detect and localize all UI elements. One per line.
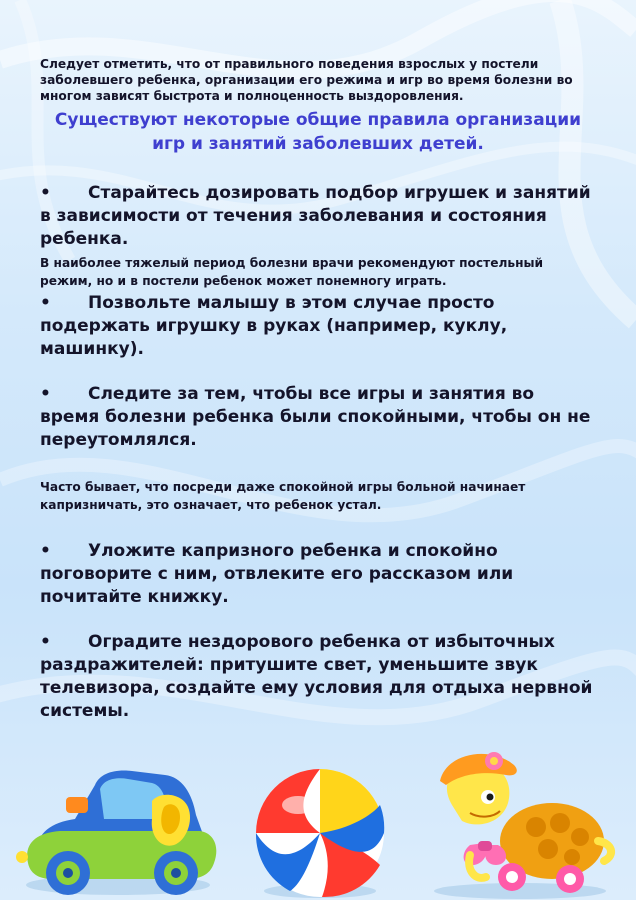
- toy-car-illustration: [16, 771, 216, 895]
- bullet-marker: •: [40, 541, 51, 561]
- beach-ball-illustration: [256, 769, 384, 898]
- intro-paragraph: Следует отметить, что от правильного поведения взрослых у постели заболевшего ребенка, организации его режима и игр во время болезни во многом зависят быстрота и полноценность выздоровления.: [40, 57, 573, 103]
- bullet-marker: •: [40, 632, 51, 652]
- section-heading: Существуют некоторые общие правила организации игр и занятий заболевших детей.: [54, 110, 582, 154]
- note-paragraph: В наиболее тяжелый период болезни врачи рекомендуют постельный режим, но и в постели ребенок может понемногу играть.: [40, 256, 544, 288]
- bullet-marker: •: [40, 183, 51, 203]
- bullet-item: [40, 383, 596, 452]
- bullet-text: Оградите нездорового ребенка от избыточных раздражителей: притушите свет, уменьшите звук телевизора, создайте ему условия для отдыха нервной системы.: [40, 632, 593, 721]
- toys-illustrations: [0, 745, 636, 900]
- toy-turtle-illustration: [434, 752, 611, 899]
- bullet-marker: •: [40, 384, 51, 404]
- bullet-text: Следите за тем, чтобы все игры и занятия во время болезни ребенка были спокойными, чтобы он не переутомлялся.: [40, 384, 591, 450]
- bullet-text: Уложите капризного ребенка и спокойно поговорите с ним, отвлеките его рассказом или почитайте книжку.: [40, 541, 514, 607]
- bullet-item: [40, 292, 596, 361]
- bullet-text: Позвольте малышу в этом случае просто подержать игрушку в руках (например, куклу, машинку).: [40, 293, 508, 359]
- note-paragraph: Часто бывает, что посреди даже спокойной игры больной начинает капризничать, это означает, что ребенок устал.: [40, 480, 526, 512]
- bullet-text: Старайтесь дозировать подбор игрушек и занятий в зависимости от течения заболевания и состояния ребенка.: [40, 183, 591, 249]
- bullet-marker: •: [40, 293, 51, 313]
- bullet-item: [40, 631, 596, 723]
- article: [40, 56, 596, 723]
- bullet-item: [40, 540, 596, 609]
- bullet-item: [40, 182, 596, 251]
